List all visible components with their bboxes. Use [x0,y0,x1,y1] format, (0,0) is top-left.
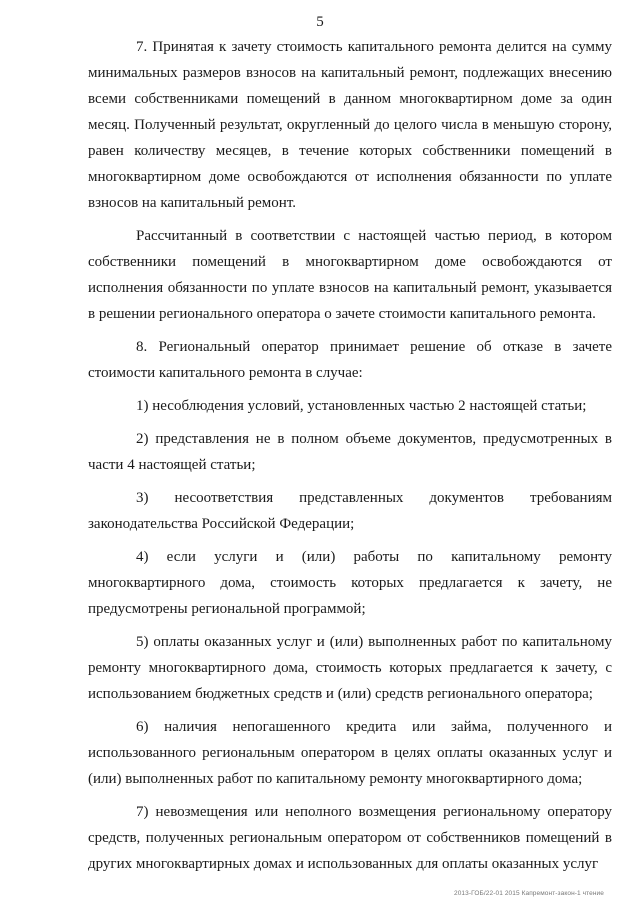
list-item-2: 2) представления не в полном объеме документов, предусмотренных в части 4 настоящей статьи; [88,431,612,473]
footer-filename: 2013-ГОБ/22-01 2015 Капремонт-закон-1 чтение [453,890,604,897]
list-item-3: 3) несоответствия представленных документов требованиям законодательства Российской Федерации; [88,490,612,532]
paragraph-7: 7. Принятая к зачету стоимость капитального ремонта делится на сумму минимальных размеров взносов на капитальный ремонт, подлежащих внесению всеми собственниками помещений в данном многоквартирном доме за один месяц. Полученный результат, округленный до целого числа в меньшую сторону, равен количеству месяцев, в течение которых собственники помещений в многоквартирном доме освобождаются от исполнения обязанности по уплате взносов на капитальный ремонт. [88,39,612,211]
paragraph-7-period: Рассчитанный в соответствии с настоящей частью период, в котором собственники помещений в многоквартирном доме освобождаются от исполнения обязанности по уплате взносов на капитальный ремонт, указывается в решении регионального оператора о зачете стоимости капитального ремонта. [88,228,612,322]
page-number: 5 [316,14,324,30]
list-item-6: 6) наличия непогашенного кредита или займа, полученного и использованного региональным оператором в целях оплаты оказанных услуг и (или) выполненных работ по капитальному ремонту многоквартирного дома; [88,719,612,787]
paragraph-8: 8. Региональный оператор принимает решение об отказе в зачете стоимости капитального ремонта в случае: [88,339,612,381]
list-item-5: 5) оплаты оказанных услуг и (или) выполненных работ по капитальному ремонту многоквартирного дома, стоимость которых предлагается к зачету, с использованием бюджетных средств и (или) средств регионального оператора; [88,634,612,702]
list-item-1: 1) несоблюдения условий, установленных частью 2 настоящей статьи; [136,398,587,414]
document-body [88,34,612,884]
list-item-4: 4) если услуги и (или) работы по капитальному ремонту многоквартирного дома, стоимость которых предлагается к зачету, не предусмотрены региональной программой; [88,549,612,617]
list-item-7: 7) невозмещения или неполного возмещения региональному оператору средств, полученных региональным оператором от собственников помещений в других многоквартирных домах и использованных для оплаты оказанных услуг [88,804,612,872]
